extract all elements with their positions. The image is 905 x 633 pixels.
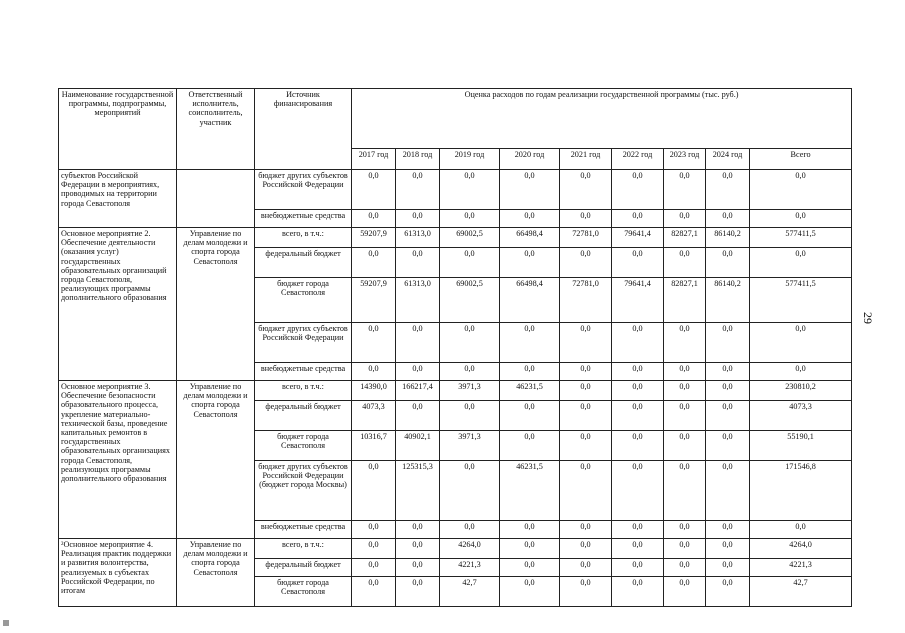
table-row xyxy=(59,539,852,559)
funding-source: федеральный бюджет xyxy=(255,401,352,431)
amount-cell: 230810,2 xyxy=(750,381,852,401)
amount-cell: 0,0 xyxy=(664,401,706,431)
amount-cell: 0,0 xyxy=(612,381,664,401)
amount-cell: 0,0 xyxy=(706,559,750,577)
amount-cell: 86140,2 xyxy=(706,278,750,323)
amount-cell: 0,0 xyxy=(612,323,664,363)
amount-cell: 0,0 xyxy=(706,323,750,363)
amount-cell: 0,0 xyxy=(396,401,440,431)
amount-cell: 40902,1 xyxy=(396,431,440,461)
amount-cell: 0,0 xyxy=(560,323,612,363)
amount-cell: 3971,3 xyxy=(440,431,500,461)
amount-cell: 0,0 xyxy=(750,248,852,278)
amount-cell: 86140,2 xyxy=(706,228,750,248)
header-source: Источник финансирования xyxy=(255,89,352,170)
amount-cell: 0,0 xyxy=(664,461,706,521)
amount-cell: 0,0 xyxy=(706,461,750,521)
amount-cell: 0,0 xyxy=(664,521,706,539)
amount-cell: 0,0 xyxy=(352,559,396,577)
year-header: 2022 год xyxy=(612,149,664,170)
year-header: 2020 год xyxy=(500,149,560,170)
funding-source: внебюджетные средства xyxy=(255,210,352,228)
funding-source: внебюджетные средства xyxy=(255,363,352,381)
amount-cell: 0,0 xyxy=(560,539,612,559)
amount-cell: 0,0 xyxy=(500,210,560,228)
amount-cell: 0,0 xyxy=(500,401,560,431)
amount-cell: 0,0 xyxy=(750,170,852,210)
amount-cell: 0,0 xyxy=(664,431,706,461)
measure-title: ²Основное мероприятие 4. Реализация практик поддержки и развития волонтерства, реализуемых в субъектах Российской Федерации, по итогам xyxy=(59,539,177,607)
table-row xyxy=(59,381,852,401)
amount-cell: 0,0 xyxy=(500,539,560,559)
amount-cell: 0,0 xyxy=(560,559,612,577)
amount-cell: 0,0 xyxy=(500,170,560,210)
funding-source: всего, в т.ч.: xyxy=(255,228,352,248)
amount-cell: 0,0 xyxy=(560,401,612,431)
year-header: Всего xyxy=(750,149,852,170)
amount-cell: 0,0 xyxy=(612,559,664,577)
amount-cell: 166217,4 xyxy=(396,381,440,401)
amount-cell: 0,0 xyxy=(612,539,664,559)
amount-cell: 0,0 xyxy=(560,461,612,521)
funding-source: федеральный бюджет xyxy=(255,248,352,278)
year-header: 2024 год xyxy=(706,149,750,170)
amount-cell: 0,0 xyxy=(612,431,664,461)
amount-cell: 0,0 xyxy=(440,323,500,363)
amount-cell: 69002,5 xyxy=(440,278,500,323)
amount-cell: 0,0 xyxy=(560,381,612,401)
amount-cell: 0,0 xyxy=(440,521,500,539)
amount-cell: 0,0 xyxy=(352,461,396,521)
responsible-executor xyxy=(177,170,255,228)
amount-cell: 0,0 xyxy=(396,170,440,210)
amount-cell: 0,0 xyxy=(560,210,612,228)
amount-cell: 0,0 xyxy=(706,381,750,401)
table-row xyxy=(59,228,852,248)
amount-cell: 0,0 xyxy=(396,363,440,381)
amount-cell: 4221,3 xyxy=(440,559,500,577)
measure-title: субъектов Российской Федерации в мероприятиях, проводимых на территории города Севастополя xyxy=(59,170,177,228)
amount-cell: 0,0 xyxy=(664,323,706,363)
amount-cell: 0,0 xyxy=(352,323,396,363)
responsible-executor: Управление по делам молодежи и спорта города Севастополя xyxy=(177,381,255,539)
amount-cell: 0,0 xyxy=(612,521,664,539)
funding-source: бюджет города Севастополя xyxy=(255,431,352,461)
amount-cell: 0,0 xyxy=(560,363,612,381)
amount-cell: 0,0 xyxy=(750,521,852,539)
header-estimate: Оценка расходов по годам реализации государственной программы (тыс. руб.) xyxy=(352,89,852,149)
amount-cell: 0,0 xyxy=(612,248,664,278)
amount-cell: 0,0 xyxy=(560,521,612,539)
amount-cell: 125315,3 xyxy=(396,461,440,521)
amount-cell: 10316,7 xyxy=(352,431,396,461)
page-number: 29 xyxy=(861,312,875,324)
amount-cell: 0,0 xyxy=(750,323,852,363)
amount-cell: 171546,8 xyxy=(750,461,852,521)
amount-cell: 82827,1 xyxy=(664,228,706,248)
amount-cell: 42,7 xyxy=(440,577,500,607)
amount-cell: 42,7 xyxy=(750,577,852,607)
amount-cell: 0,0 xyxy=(706,363,750,381)
amount-cell: 0,0 xyxy=(396,248,440,278)
amount-cell: 0,0 xyxy=(500,431,560,461)
year-header: 2023 год xyxy=(664,149,706,170)
amount-cell: 0,0 xyxy=(664,248,706,278)
amount-cell: 4264,0 xyxy=(440,539,500,559)
amount-cell: 61313,0 xyxy=(396,278,440,323)
funding-source: бюджет других субъектов Российской Федерации xyxy=(255,323,352,363)
funding-source: внебюджетные средства xyxy=(255,521,352,539)
amount-cell: 0,0 xyxy=(396,539,440,559)
year-header: 2017 год xyxy=(352,149,396,170)
amount-cell: 0,0 xyxy=(664,539,706,559)
amount-cell: 0,0 xyxy=(612,170,664,210)
amount-cell: 0,0 xyxy=(560,248,612,278)
amount-cell: 0,0 xyxy=(396,323,440,363)
amount-cell: 0,0 xyxy=(352,210,396,228)
amount-cell: 4264,0 xyxy=(750,539,852,559)
funding-source: всего, в т.ч.: xyxy=(255,539,352,559)
table-row xyxy=(59,170,852,210)
amount-cell: 0,0 xyxy=(664,559,706,577)
amount-cell: 0,0 xyxy=(664,577,706,607)
amount-cell: 0,0 xyxy=(500,577,560,607)
amount-cell: 0,0 xyxy=(500,559,560,577)
amount-cell: 0,0 xyxy=(352,170,396,210)
funding-source: бюджет города Севастополя xyxy=(255,278,352,323)
budget-table xyxy=(58,88,852,607)
header-responsible: Ответственный исполнитель, соисполнитель, участник xyxy=(177,89,255,170)
amount-cell: 0,0 xyxy=(612,363,664,381)
year-header: 2018 год xyxy=(396,149,440,170)
amount-cell: 0,0 xyxy=(664,363,706,381)
funding-source: федеральный бюджет xyxy=(255,559,352,577)
amount-cell: 0,0 xyxy=(440,461,500,521)
funding-source: всего, в т.ч.: xyxy=(255,381,352,401)
amount-cell: 0,0 xyxy=(500,323,560,363)
header-program: Наименование государственной программы, подпрограммы, мероприятий xyxy=(59,89,177,170)
amount-cell: 4221,3 xyxy=(750,559,852,577)
amount-cell: 46231,5 xyxy=(500,461,560,521)
amount-cell: 0,0 xyxy=(706,521,750,539)
amount-cell: 0,0 xyxy=(706,210,750,228)
amount-cell: 66498,4 xyxy=(500,278,560,323)
amount-cell: 0,0 xyxy=(352,539,396,559)
amount-cell: 0,0 xyxy=(352,363,396,381)
amount-cell: 4073,3 xyxy=(352,401,396,431)
amount-cell: 0,0 xyxy=(352,248,396,278)
amount-cell: 61313,0 xyxy=(396,228,440,248)
funding-source: бюджет города Севастополя xyxy=(255,577,352,607)
responsible-executor: Управление по делам молодежи и спорта города Севастополя xyxy=(177,539,255,607)
amount-cell: 0,0 xyxy=(440,248,500,278)
year-header: 2019 год xyxy=(440,149,500,170)
amount-cell: 0,0 xyxy=(664,170,706,210)
amount-cell: 0,0 xyxy=(560,431,612,461)
measure-title: Основное мероприятие 2. Обеспечение деятельности (оказания услуг) государственных образовательных организаций города Севастополя, реализующих программы дополнительного образования xyxy=(59,228,177,381)
amount-cell: 0,0 xyxy=(706,539,750,559)
amount-cell: 0,0 xyxy=(440,170,500,210)
amount-cell: 0,0 xyxy=(706,577,750,607)
amount-cell: 66498,4 xyxy=(500,228,560,248)
amount-cell: 0,0 xyxy=(396,577,440,607)
amount-cell: 0,0 xyxy=(440,401,500,431)
amount-cell: 0,0 xyxy=(612,401,664,431)
amount-cell: 0,0 xyxy=(612,577,664,607)
amount-cell: 82827,1 xyxy=(664,278,706,323)
amount-cell: 0,0 xyxy=(612,461,664,521)
amount-cell: 79641,4 xyxy=(612,228,664,248)
amount-cell: 0,0 xyxy=(352,577,396,607)
amount-cell: 0,0 xyxy=(560,170,612,210)
amount-cell: 0,0 xyxy=(396,210,440,228)
amount-cell: 0,0 xyxy=(440,363,500,381)
amount-cell: 0,0 xyxy=(706,431,750,461)
amount-cell: 0,0 xyxy=(500,521,560,539)
funding-source: бюджет других субъектов Российской Федерации (бюджет города Москвы) xyxy=(255,461,352,521)
amount-cell: 0,0 xyxy=(352,521,396,539)
amount-cell: 59207,9 xyxy=(352,278,396,323)
amount-cell: 0,0 xyxy=(396,521,440,539)
amount-cell: 0,0 xyxy=(664,210,706,228)
amount-cell: 0,0 xyxy=(706,401,750,431)
amount-cell: 0,0 xyxy=(500,363,560,381)
amount-cell: 72781,0 xyxy=(560,278,612,323)
amount-cell: 0,0 xyxy=(750,363,852,381)
amount-cell: 69002,5 xyxy=(440,228,500,248)
measure-title: Основное мероприятие 3. Обеспечение безопасности образовательного процесса, укрепление материально-технической базы, проведение капитальных ремонтов в государственных образовательных организациях города Севастополя, реализующих программы дополнительного образования xyxy=(59,381,177,539)
amount-cell: 0,0 xyxy=(664,381,706,401)
amount-cell: 46231,5 xyxy=(500,381,560,401)
year-header: 2021 год xyxy=(560,149,612,170)
amount-cell: 59207,9 xyxy=(352,228,396,248)
amount-cell: 0,0 xyxy=(706,248,750,278)
amount-cell: 14390,0 xyxy=(352,381,396,401)
amount-cell: 79641,4 xyxy=(612,278,664,323)
amount-cell: 4073,3 xyxy=(750,401,852,431)
responsible-executor: Управление по делам молодежи и спорта города Севастополя xyxy=(177,228,255,381)
amount-cell: 0,0 xyxy=(440,210,500,228)
scan-mark xyxy=(3,620,9,626)
amount-cell: 3971,3 xyxy=(440,381,500,401)
amount-cell: 55190,1 xyxy=(750,431,852,461)
amount-cell: 0,0 xyxy=(396,559,440,577)
amount-cell: 0,0 xyxy=(612,210,664,228)
amount-cell: 0,0 xyxy=(750,210,852,228)
amount-cell: 0,0 xyxy=(500,248,560,278)
amount-cell: 72781,0 xyxy=(560,228,612,248)
amount-cell: 0,0 xyxy=(706,170,750,210)
amount-cell: 0,0 xyxy=(560,577,612,607)
amount-cell: 577411,5 xyxy=(750,278,852,323)
funding-source: бюджет других субъектов Российской Федерации xyxy=(255,170,352,210)
amount-cell: 577411,5 xyxy=(750,228,852,248)
